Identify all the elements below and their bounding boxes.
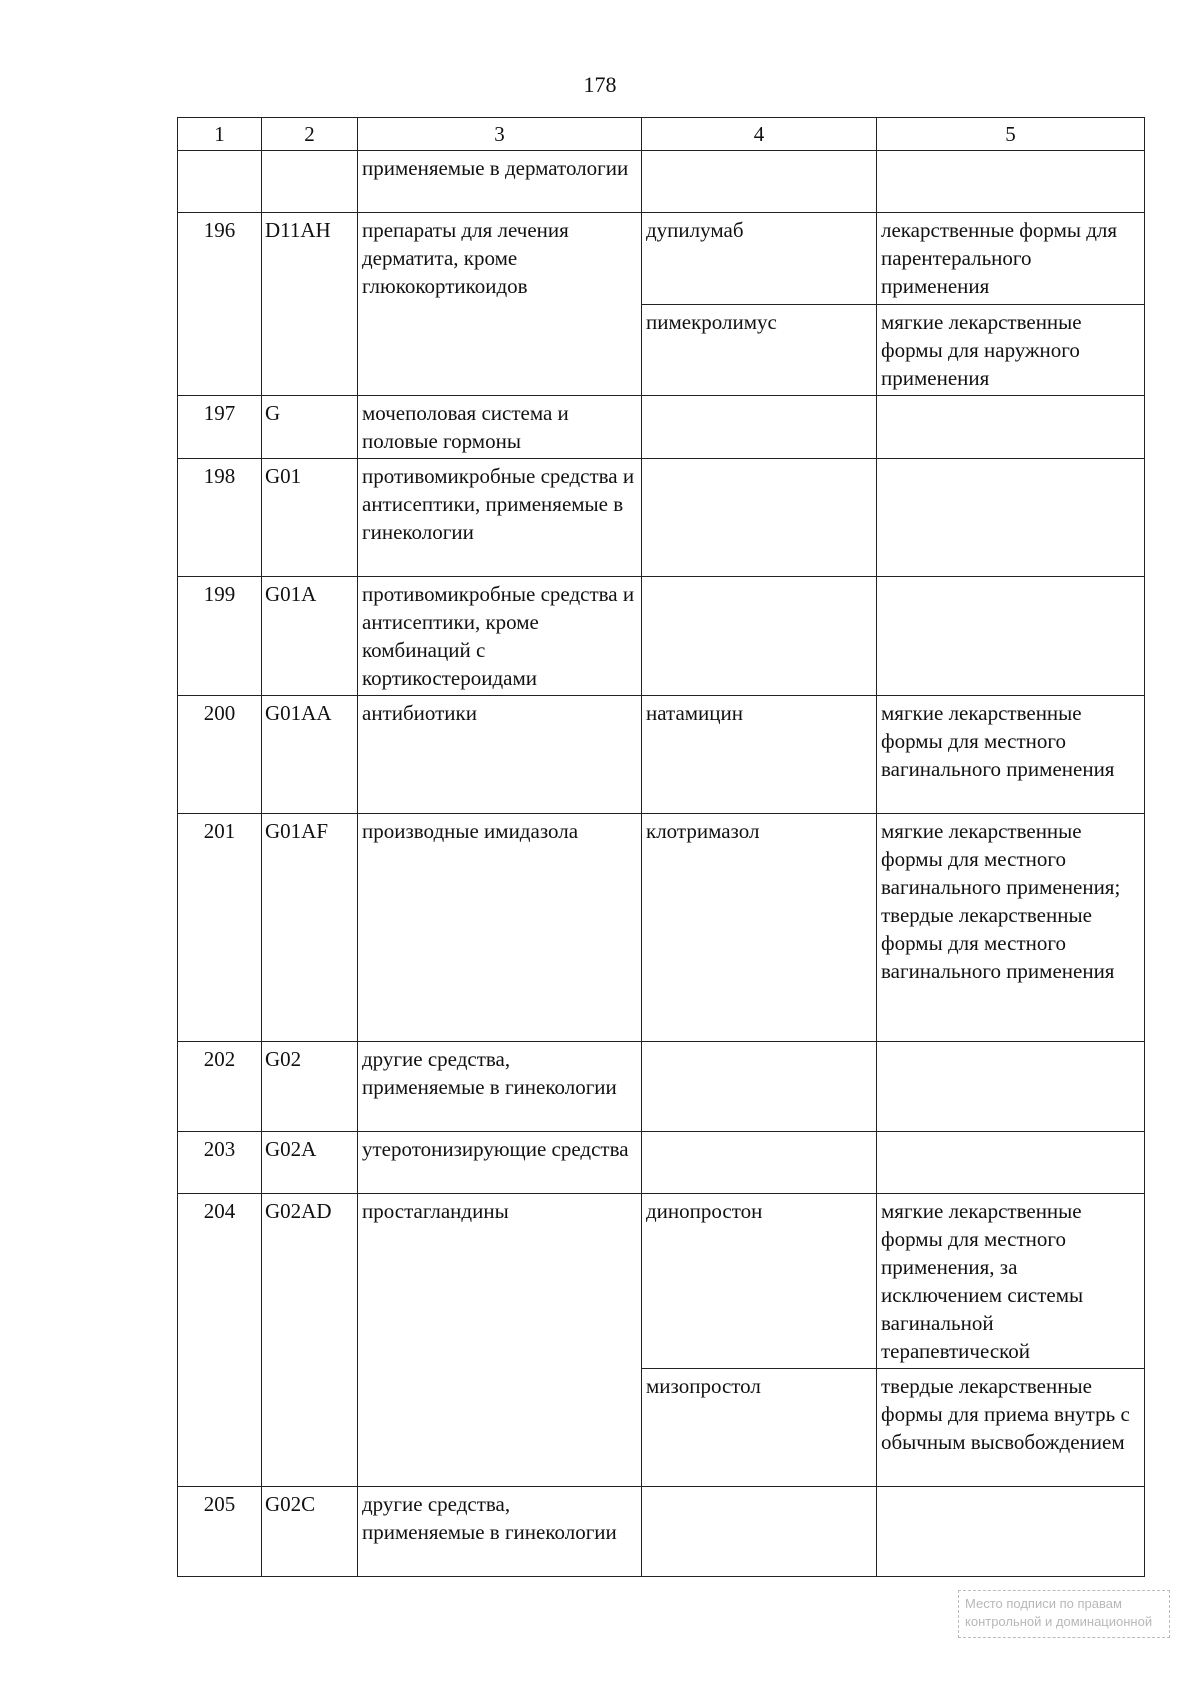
- stamp-line: контрольной и доминационной: [965, 1614, 1153, 1629]
- group-cell: применяемые в дерматологии: [358, 151, 642, 213]
- table-row: [178, 1042, 1145, 1132]
- dosage-form-cell: [877, 577, 1145, 696]
- drug-cell: [642, 396, 877, 459]
- drug-cell: клотримазол: [642, 814, 877, 1042]
- table-row: [178, 151, 1145, 213]
- dosage-form-cell: твердые лекарственные формы для приема внутрь с обычным высвобождением: [877, 1369, 1145, 1487]
- row-number-cell: 200: [178, 696, 262, 814]
- row-number-cell: 203: [178, 1132, 262, 1194]
- table-row: [178, 1132, 1145, 1194]
- column-header-1: 1: [178, 118, 262, 151]
- table-row: [178, 459, 1145, 577]
- stamp-line: Место подписи по правам: [965, 1596, 1122, 1611]
- row-number-cell: 204: [178, 1194, 262, 1487]
- medicines-table: [177, 117, 1145, 1577]
- table-row: [178, 213, 1145, 305]
- atc-code-cell: G02A: [262, 1132, 358, 1194]
- atc-code-cell: G: [262, 396, 358, 459]
- dosage-form-cell: [877, 151, 1145, 213]
- drug-cell: [642, 1132, 877, 1194]
- column-header-4: 4: [642, 118, 877, 151]
- table-row: [178, 696, 1145, 814]
- drug-cell: пимекролимус: [642, 305, 877, 396]
- dosage-form-cell: [877, 396, 1145, 459]
- drug-cell: натамицин: [642, 696, 877, 814]
- drug-cell: [642, 1487, 877, 1577]
- table-row: [178, 1194, 1145, 1369]
- row-number-cell: 199: [178, 577, 262, 696]
- table-row: [178, 577, 1145, 696]
- row-number-cell: 198: [178, 459, 262, 577]
- row-number-cell: 201: [178, 814, 262, 1042]
- row-number-cell: 197: [178, 396, 262, 459]
- dosage-form-cell: мягкие лекарственные формы для наружного применения: [877, 305, 1145, 396]
- group-cell: противомикробные средства и антисептики, кроме комбинаций с кортикостероидами: [358, 577, 642, 696]
- atc-code-cell: G01AA: [262, 696, 358, 814]
- drug-cell: [642, 1042, 877, 1132]
- drug-cell: дупилумаб: [642, 213, 877, 305]
- group-cell: противомикробные средства и антисептики, применяемые в гинекологии: [358, 459, 642, 577]
- atc-code-cell: [262, 151, 358, 213]
- row-number-cell: [178, 151, 262, 213]
- group-cell: антибиотики: [358, 696, 642, 814]
- dosage-form-cell: лекарственные формы для парентерального применения: [877, 213, 1145, 305]
- row-number-cell: 205: [178, 1487, 262, 1577]
- column-header-5: 5: [877, 118, 1145, 151]
- drug-cell: [642, 577, 877, 696]
- row-number-cell: 196: [178, 213, 262, 396]
- faded-stamp: [958, 1590, 1170, 1638]
- row-number-cell: 202: [178, 1042, 262, 1132]
- table-row: [178, 396, 1145, 459]
- dosage-form-cell: [877, 1487, 1145, 1577]
- atc-code-cell: G01A: [262, 577, 358, 696]
- atc-code-cell: G02: [262, 1042, 358, 1132]
- atc-code-cell: D11AH: [262, 213, 358, 396]
- group-cell: простагландины: [358, 1194, 642, 1487]
- dosage-form-cell: [877, 459, 1145, 577]
- group-cell: производные имидазола: [358, 814, 642, 1042]
- table-header-row: [178, 118, 1145, 151]
- table-row: [178, 814, 1145, 1042]
- drug-cell: мизопростол: [642, 1369, 877, 1487]
- group-cell: препараты для лечения дерматита, кроме глюкокортикоидов: [358, 213, 642, 396]
- drug-cell: [642, 151, 877, 213]
- group-cell: другие средства, применяемые в гинекологии: [358, 1487, 642, 1577]
- column-header-2: 2: [262, 118, 358, 151]
- dosage-form-cell: мягкие лекарственные формы для местного вагинального применения: [877, 696, 1145, 814]
- dosage-form-cell: [877, 1042, 1145, 1132]
- drug-cell: [642, 459, 877, 577]
- atc-code-cell: G01: [262, 459, 358, 577]
- table-row: [178, 1487, 1145, 1577]
- dosage-form-cell: [877, 1132, 1145, 1194]
- dosage-form-cell: мягкие лекарственные формы для местного применения, за исключением системы вагинальной терапевтической: [877, 1194, 1145, 1369]
- drug-cell: динопростон: [642, 1194, 877, 1369]
- column-header-3: 3: [358, 118, 642, 151]
- dosage-form-cell: мягкие лекарственные формы для местного вагинального применения; твердые лекарственные формы для местного вагинального применения: [877, 814, 1145, 1042]
- atc-code-cell: G02AD: [262, 1194, 358, 1487]
- group-cell: другие средства, применяемые в гинекологии: [358, 1042, 642, 1132]
- group-cell: мочеполовая система и половые гормоны: [358, 396, 642, 459]
- atc-code-cell: G01AF: [262, 814, 358, 1042]
- group-cell: утеротонизирующие средства: [358, 1132, 642, 1194]
- page-number: 178: [583, 72, 617, 97]
- atc-code-cell: G02C: [262, 1487, 358, 1577]
